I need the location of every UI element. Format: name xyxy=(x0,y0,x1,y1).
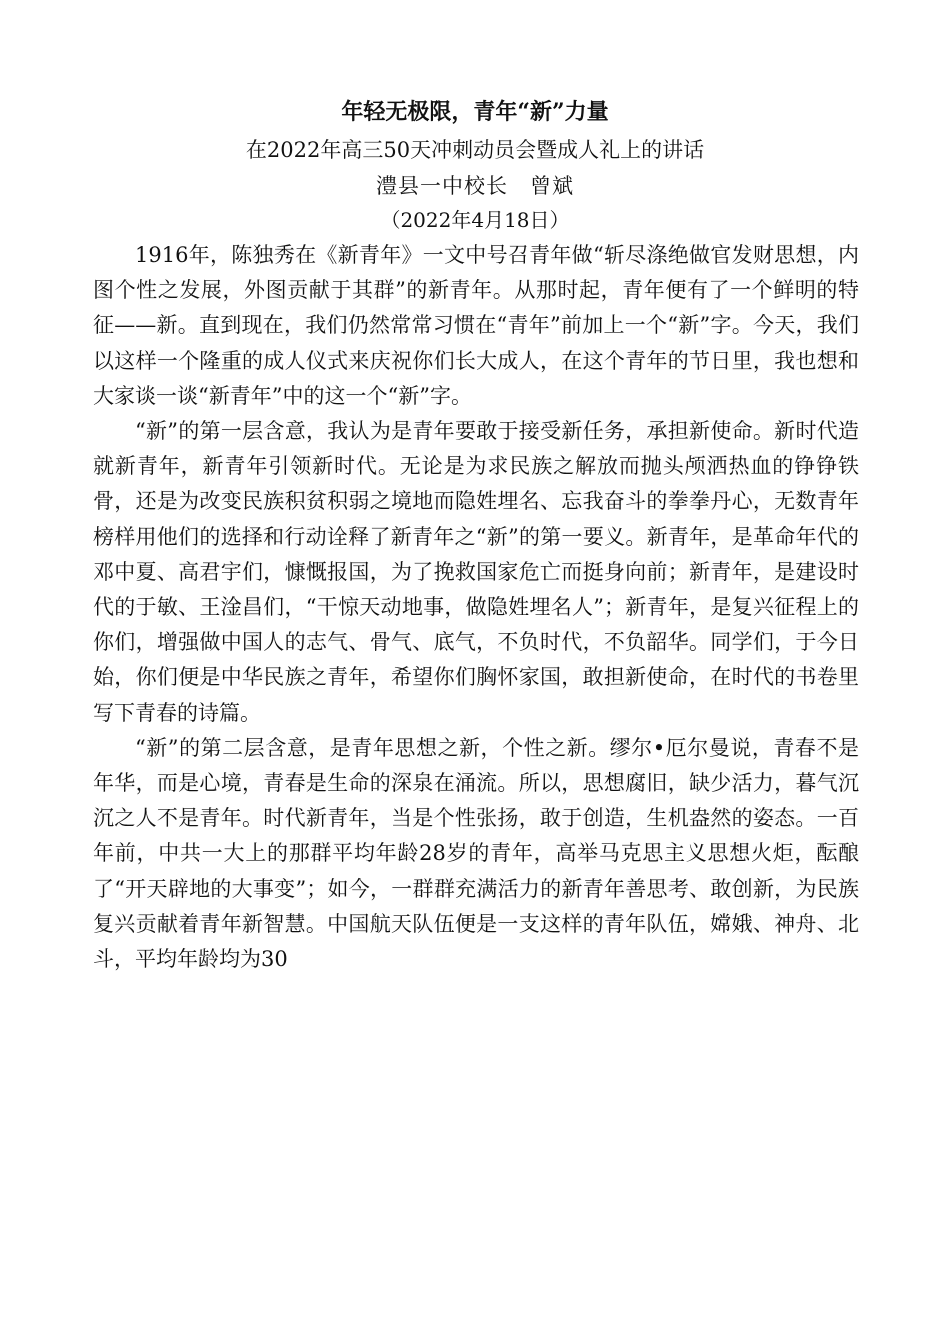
document-author: 澧县一中校长 曾斌 xyxy=(376,174,574,198)
paragraph-1: 1916年，陈独秀在《新青年》一文中号召青年做“斩尽涤绝做官发财思想，内图个性之发展，外图贡献于其群”的新青年。从那时起，青年便有了一个鲜明的特征——新。直到现在，我们仍然常常习惯在“青年”前加上一个“新”字。今天，我们以这样一个隆重的成人仪式来庆祝你们长大成人，在这个青年的节日里，我也想和大家谈一谈“新青年”中的这一个“新”字。 xyxy=(93,243,859,408)
document-body xyxy=(93,238,859,977)
document-date: （2022年4月18日） xyxy=(380,208,570,232)
paragraph-2: “新”的第一层含意，我认为是青年要敢于接受新任务，承担新使命。新时代造就新青年，新青年引领新时代。无论是为求民族之解放而抛头颅洒热血的铮铮铁骨，还是为改变民族积贫积弱之境地而隐姓埋名、忘我奋斗的拳拳丹心，无数青年榜样用他们的选择和行动诠释了新青年之“新”的第一要义。新青年，是革命年代的邓中夏、高君宇们，慷慨报国，为了挽救国家危亡而挺身向前；新青年，是建设时代的于敏、王淦昌们，“干惊天动地事，做隐姓埋名人”；新青年，是复兴征程上的你们，增强做中国人的志气、骨气、底气，不负时代，不负韶华。同学们，于今日始，你们便是中华民族之青年，希望你们胸怀家国，敢担新使命，在时代的书卷里写下青春的诗篇。 xyxy=(93,419,859,725)
paragraph-3: “新”的第二层含意，是青年思想之新，个性之新。缪尔•厄尔曼说，青春不是年华，而是心境，青春是生命的深泉在涌流。所以，思想腐旧，缺少活力，暮气沉沉之人不是青年。时代新青年，当是个性张扬，敢于创造，生机盎然的姿态。一百年前，中共一大上的那群平均年龄28岁的青年，高举马克思主义思想火炬，酝酿了“开天辟地的大事变”；如今，一群群充满活力的新青年善思考、敢创新，为民族复兴贡献着青年新智慧。中国航天队伍便是一支这样的青年队伍，嫦娥、神舟、北斗，平均年龄均为30 xyxy=(93,735,859,972)
document-title: 年轻无极限，青年“新”力量 xyxy=(341,99,609,125)
document-subtitle: 在2022年高三50天冲刺动员会暨成人礼上的讲话 xyxy=(245,138,705,162)
